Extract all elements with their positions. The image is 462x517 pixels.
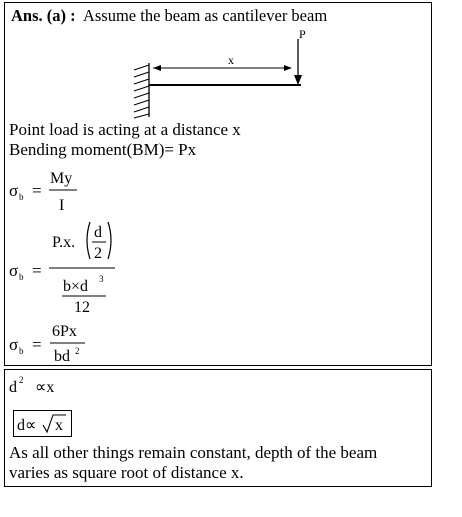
- wall-hatching: [134, 65, 149, 118]
- svg-text:2: 2: [19, 375, 24, 385]
- svg-text:d∝: d∝: [17, 417, 37, 434]
- svg-text:b: b: [19, 272, 24, 282]
- distance-label: x: [228, 53, 234, 67]
- svg-text:6Px: 6Px: [52, 323, 77, 340]
- svg-text:b: b: [19, 346, 24, 356]
- load-label: P: [299, 27, 306, 41]
- conclusion-line-1: As all other things remain constant, depth of the beam: [9, 443, 378, 462]
- proportionality-d-squared: [5, 372, 125, 400]
- conclusion-box: [4, 369, 432, 487]
- svg-text:σ: σ: [9, 335, 19, 354]
- svg-text:d: d: [9, 379, 17, 396]
- conclusion-line-2: varies as square root of distance x.: [9, 463, 244, 482]
- answer-intro: Assume the beam as cantilever beam: [82, 6, 328, 25]
- statement-bending-moment: Bending moment(BM)= Px: [9, 140, 197, 159]
- load-arrowhead: [294, 75, 302, 85]
- svg-text:2: 2: [75, 346, 80, 356]
- svg-text:I: I: [59, 197, 65, 214]
- dimension-arrowhead-left: [153, 65, 161, 71]
- svg-text:σ: σ: [9, 181, 19, 200]
- svg-text:b: b: [19, 192, 24, 202]
- solution-box: [4, 2, 432, 366]
- equation-stress-substituted: [5, 216, 205, 316]
- svg-text:2: 2: [94, 245, 102, 262]
- answer-label: Ans. (a) :: [11, 6, 76, 25]
- svg-text:b×d: b×d: [63, 278, 89, 295]
- svg-text:3: 3: [99, 274, 104, 284]
- svg-text:My: My: [50, 170, 73, 187]
- svg-text:=: =: [32, 261, 42, 280]
- svg-text:bd: bd: [54, 348, 70, 365]
- svg-text:12: 12: [74, 299, 90, 316]
- svg-text:∝x: ∝x: [35, 379, 55, 396]
- equation-stress-final: [5, 317, 165, 367]
- statement-point-load: Point load is acting at a distance x: [9, 120, 241, 139]
- svg-text:P.x.: P.x.: [52, 234, 76, 251]
- svg-text:=: =: [32, 335, 42, 354]
- cantilever-beam-diagram: [5, 3, 431, 123]
- boxed-result: [13, 410, 72, 437]
- svg-text:x: x: [55, 417, 63, 434]
- dimension-arrowhead-right: [284, 65, 292, 71]
- svg-text:σ: σ: [9, 261, 19, 280]
- svg-text:=: =: [32, 181, 42, 200]
- svg-text:d: d: [94, 224, 102, 241]
- equation-stress-my-over-i: [5, 166, 165, 216]
